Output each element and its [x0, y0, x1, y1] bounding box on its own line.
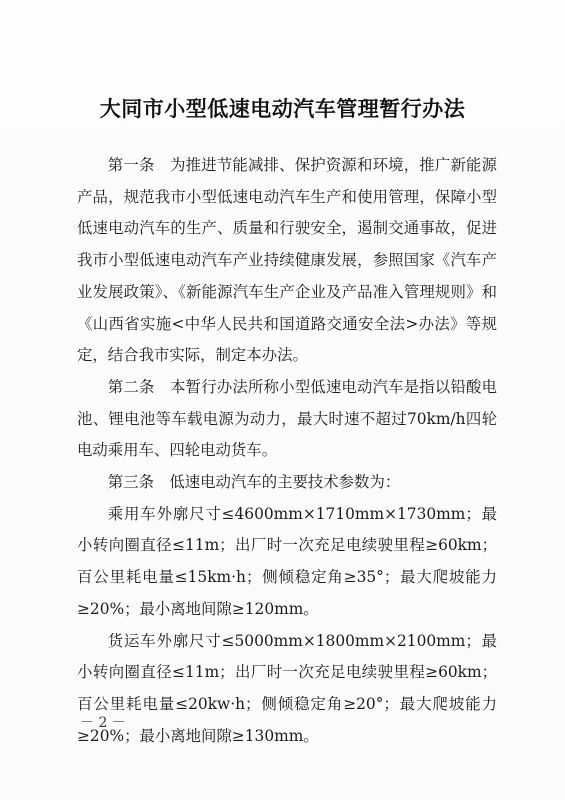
freight-car-specs-paragraph: 货运车外廓尺寸≤5000mm×1800mm×2100mm；最小转向圈直径≤11m；出厂时一次充足电续驶里程≥60km；百公里耗电量≤20kw·h；侧倾稳定角≥20°；最大爬坡能力≥20%；最小离地间隙≥130mm。 — [77, 631, 497, 745]
page-number: － 2 － — [80, 715, 126, 731]
article-3-paragraph: 第三条 低速电动汽车的主要技术参数为： — [107, 473, 401, 492]
document-body — [77, 150, 497, 752]
article-2-paragraph: 第二条 本暂行办法所称小型低速电动汽车是指以铅酸电池、锂电池等车载电源为动力，最大时速不超过70km/h四轮电动乘用车、四轮电动货车。 — [77, 377, 497, 460]
document-title: 大同市小型低速电动汽车管理暂行办法 — [99, 96, 466, 121]
passenger-car-specs-paragraph: 乘用车外廓尺寸≤4600mm×1710mm×1730mm；最小转向圈直径≤11m；出厂时一次充足电续驶里程≥60km；百公里耗电量≤15km·h；侧倾稳定角≥35°；最大爬坡能力≥20%；最小离地间隙≥120mm。 — [77, 504, 497, 618]
article-1-paragraph: 第一条 为推进节能减排、保护资源和环境，推广新能源产品，规范我市小型低速电动汽车生产和使用管理，保障小型低速电动汽车的生产、质量和行驶安全，遏制交通事故，促进我市小型低速电动汽车产业持续健康发展，参照国家《汽车产业发展政策》、《新能源汽车生产企业及产品准入管理规则》和《山西省实施<中华人民共和国道路交通安全法>办法》等规定，结合我市实际，制定本办法。 — [77, 156, 497, 365]
